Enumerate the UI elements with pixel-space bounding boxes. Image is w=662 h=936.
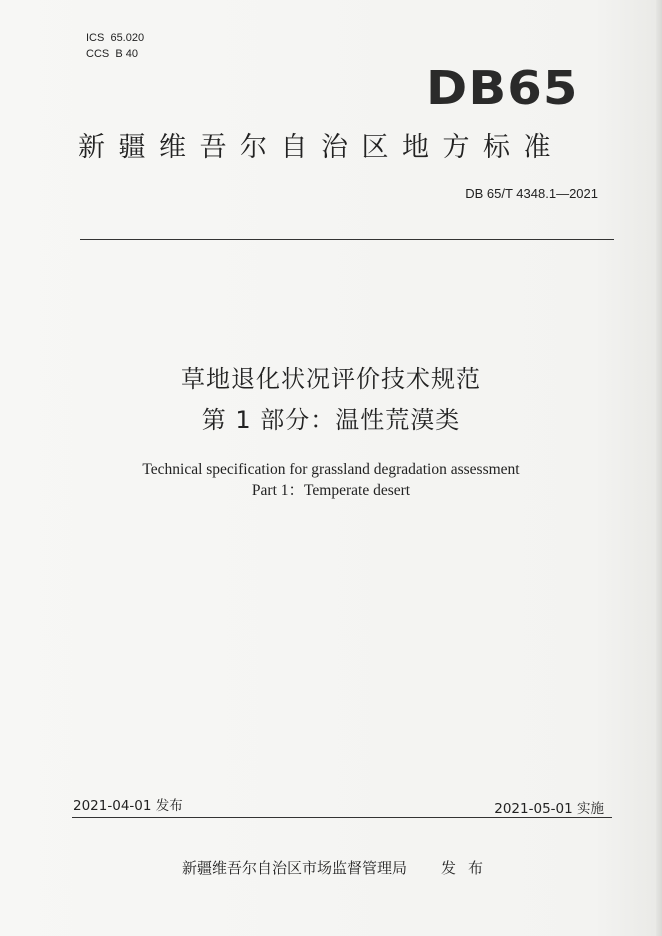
title-english-line-1: Technical specification for grassland degradation assessment	[142, 461, 520, 478]
issue-action: 发布	[441, 859, 496, 877]
implementation-date: 2021-05-01 实施	[494, 801, 604, 817]
standard-type-heading: 新疆维吾尔自治区地方标准	[78, 132, 564, 163]
title-chinese-line-1: 草地退化状况评价技术规范	[181, 365, 481, 393]
classification-codes	[86, 30, 144, 62]
ccs-code: CCS B 40	[86, 48, 138, 60]
footer-divider	[72, 817, 612, 818]
header-divider	[80, 239, 614, 240]
title-english-line-2: Part 1：Temperate desert	[251, 482, 411, 499]
scan-edge	[656, 0, 662, 936]
title-chinese-line-2: 第 1 部分：温性荒漠类	[201, 406, 461, 434]
issue-date: 2021-04-01 发布	[73, 798, 183, 814]
ics-code: ICS 65.020	[86, 32, 145, 44]
standard-number: DB 65/T 4348.1—2021	[465, 186, 598, 201]
issuing-authority: 新疆维吾尔自治区市场监督管理局	[182, 859, 408, 877]
db65-logo: DB65	[426, 61, 579, 115]
